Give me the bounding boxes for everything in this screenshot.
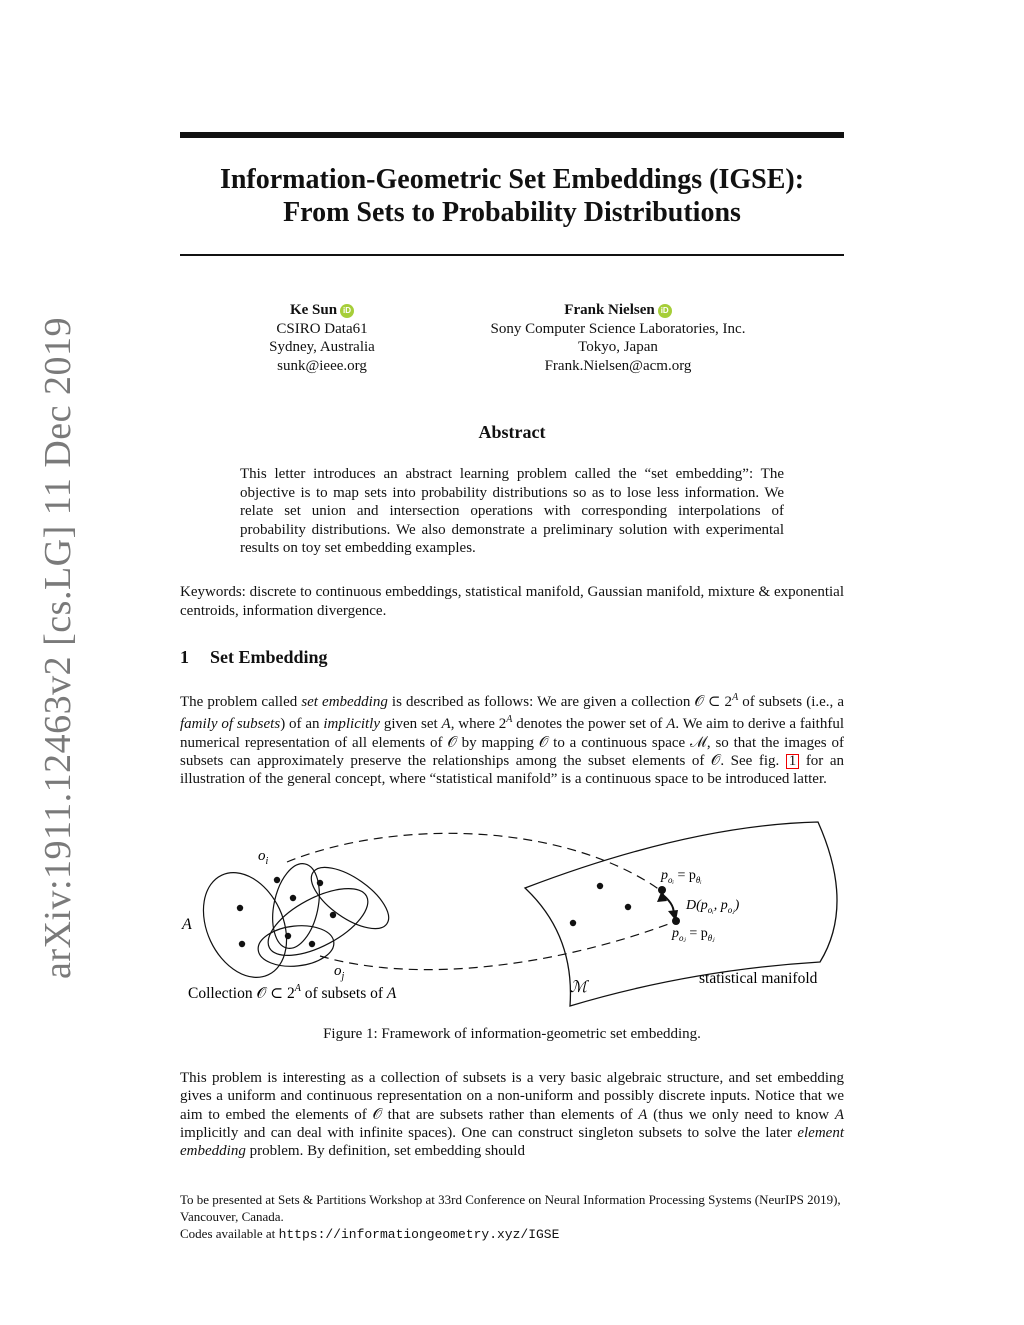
figure-1-diagram <box>175 815 855 1015</box>
author-block-2 <box>458 301 778 375</box>
abstract-heading: Abstract <box>478 422 546 442</box>
manifold-dot <box>597 883 603 889</box>
figure-caption: Figure 1: Framework of information-geometric set embedding. <box>323 1026 701 1042</box>
author-email[interactable]: sunk@ieee.org <box>277 357 367 374</box>
codes-prefix: Codes available at <box>180 1226 279 1241</box>
text-run: of subsets (i.e., a <box>738 694 844 710</box>
section-title: Set Embedding <box>210 647 328 667</box>
label-p-oj: $p_{oⱼ} = p_{\theta ⱼ}$ <box>672 926 715 943</box>
text-run: is described as follows: We are given a collection 𝒪 ⊂ 2 <box>387 694 733 710</box>
paper-title <box>180 163 844 229</box>
element-dot <box>239 941 245 947</box>
text-run: problem. By definition, set embedding should <box>245 1143 525 1160</box>
element-dot <box>290 895 296 901</box>
footnote-codes <box>180 1225 844 1243</box>
math-var: A <box>834 1106 844 1123</box>
collection-label: Collection 𝒪 ⊂ $2^A$ of subsets of A <box>188 983 397 1002</box>
dashed-mapping-upper <box>287 833 660 890</box>
subset-ellipse <box>266 859 327 952</box>
text-run: ) of an <box>280 716 324 733</box>
text-run: for an illustration of the general concept, where “statistical manifold” is a continuous space to be introduced latter. <box>180 752 844 788</box>
author-email[interactable]: Frank.Nielsen@acm.org <box>544 357 692 374</box>
title-rule-bottom <box>180 254 844 256</box>
text-run: The problem called <box>180 694 302 710</box>
author-affiliation: CSIRO Data61 <box>276 320 368 337</box>
section-number: 1 <box>180 647 189 667</box>
math-var: A <box>666 716 676 733</box>
author-location: Tokyo, Japan <box>578 339 658 355</box>
superscript: A <box>732 692 739 703</box>
manifold-dot <box>570 920 576 926</box>
title-rule-top <box>180 132 844 138</box>
element-dot <box>330 912 336 918</box>
author-name: Frank Nielsen <box>564 302 655 318</box>
emphasis: family of subsets <box>180 716 281 733</box>
figure-link[interactable]: 1 <box>786 754 800 769</box>
footnote-venue: To be presented at Sets & Partitions Workshop at 33rd Conference on Neural Information Processing Systems (NeurIPS 2019), Vancouver, Canada. <box>180 1192 841 1224</box>
section-heading <box>180 647 328 668</box>
subset-ellipse <box>258 875 378 969</box>
label-set-a: A <box>182 916 192 933</box>
emphasis: set embedding <box>301 694 388 710</box>
arxiv-stamp: arXiv:1911.12463v2 [cs.LG] 11 Dec 2019 <box>37 316 79 980</box>
label-statistical-manifold: statistical manifold <box>699 970 818 987</box>
emphasis: implicitly <box>323 716 381 733</box>
text-run: This problem is interesting as a collection of subsets is a very basic algebraic structure, and set embedding gives a uniform and continuous representation on a non-uniform and possibly discrete inputs. Notice that we aim to embed the elements of 𝒪 that are subsets rather than elements of <box>180 1070 844 1123</box>
footnote <box>180 1191 844 1243</box>
label-divergence: $D(p_{oᵢ}$, $p_{oⱼ}$) <box>686 898 740 915</box>
orcid-icon[interactable]: iD <box>340 304 354 318</box>
element-dot <box>274 877 280 883</box>
element-dot <box>317 880 323 886</box>
emphasis: element embedding <box>180 1124 844 1160</box>
text-run: . We aim to derive a faithful numerical representation of all elements of 𝒪 by mapping 𝒪 to a continuous space ℳ, so that the images of subsets can approximately preserve the relationships among the subset elements of 𝒪. See fig. <box>180 716 844 769</box>
manifold-dot <box>625 904 631 910</box>
author-affiliation: Sony Computer Science Laboratories, Inc. <box>490 320 746 337</box>
author-location: Sydney, Australia <box>269 339 375 355</box>
title-line-1: Information-Geometric Set Embeddings (IGSE): <box>219 164 805 195</box>
label-oj: $o_j$ <box>334 963 345 982</box>
author-name: Ke Sun <box>289 302 338 318</box>
abstract-text: This letter introduces an abstract learning problem called the “set embedding”: The objective is to map sets into probability distributions so as to lose less information. We relate set union and intersection operations with corresponding interpolations of probability distributions. We also demonstrate a preliminary solution with experimental results on toy set embedding examples. <box>240 466 784 556</box>
keywords: Keywords: discrete to continuous embeddings, statistical manifold, Gaussian manifold, mixture & exponential centroids, information divergence. <box>180 584 844 619</box>
subset-ellipse <box>187 859 302 991</box>
label-p-oi: $p_{oᵢ} = p_{\theta ᵢ}$ <box>661 868 702 885</box>
text-run: denotes the power set of <box>512 716 667 733</box>
label-manifold-m: ℳ <box>570 979 588 996</box>
text-run: , where 2 <box>450 716 507 733</box>
text-run: implicitly and can deal with infinite spaces). One can construct singleton subsets to solve the later <box>180 1124 798 1141</box>
element-dot <box>285 933 291 939</box>
text-run: (thus we only need to know <box>647 1106 835 1123</box>
paragraph-1 <box>180 689 844 788</box>
text-run: given set <box>380 716 442 733</box>
codes-url-link[interactable]: https://informationgeometry.xyz/IGSE <box>278 1227 560 1242</box>
math-var: A <box>441 716 451 733</box>
paragraph-2 <box>180 1069 844 1160</box>
superscript: A <box>506 714 513 726</box>
author-block-1 <box>222 301 422 375</box>
element-dot <box>309 941 315 947</box>
label-oi: $o_i$ <box>258 848 269 867</box>
title-line-2: From Sets to Probability Distributions <box>283 197 741 228</box>
math-var: A <box>638 1106 648 1123</box>
element-dot <box>237 905 243 911</box>
orcid-icon[interactable]: iD <box>658 304 672 318</box>
